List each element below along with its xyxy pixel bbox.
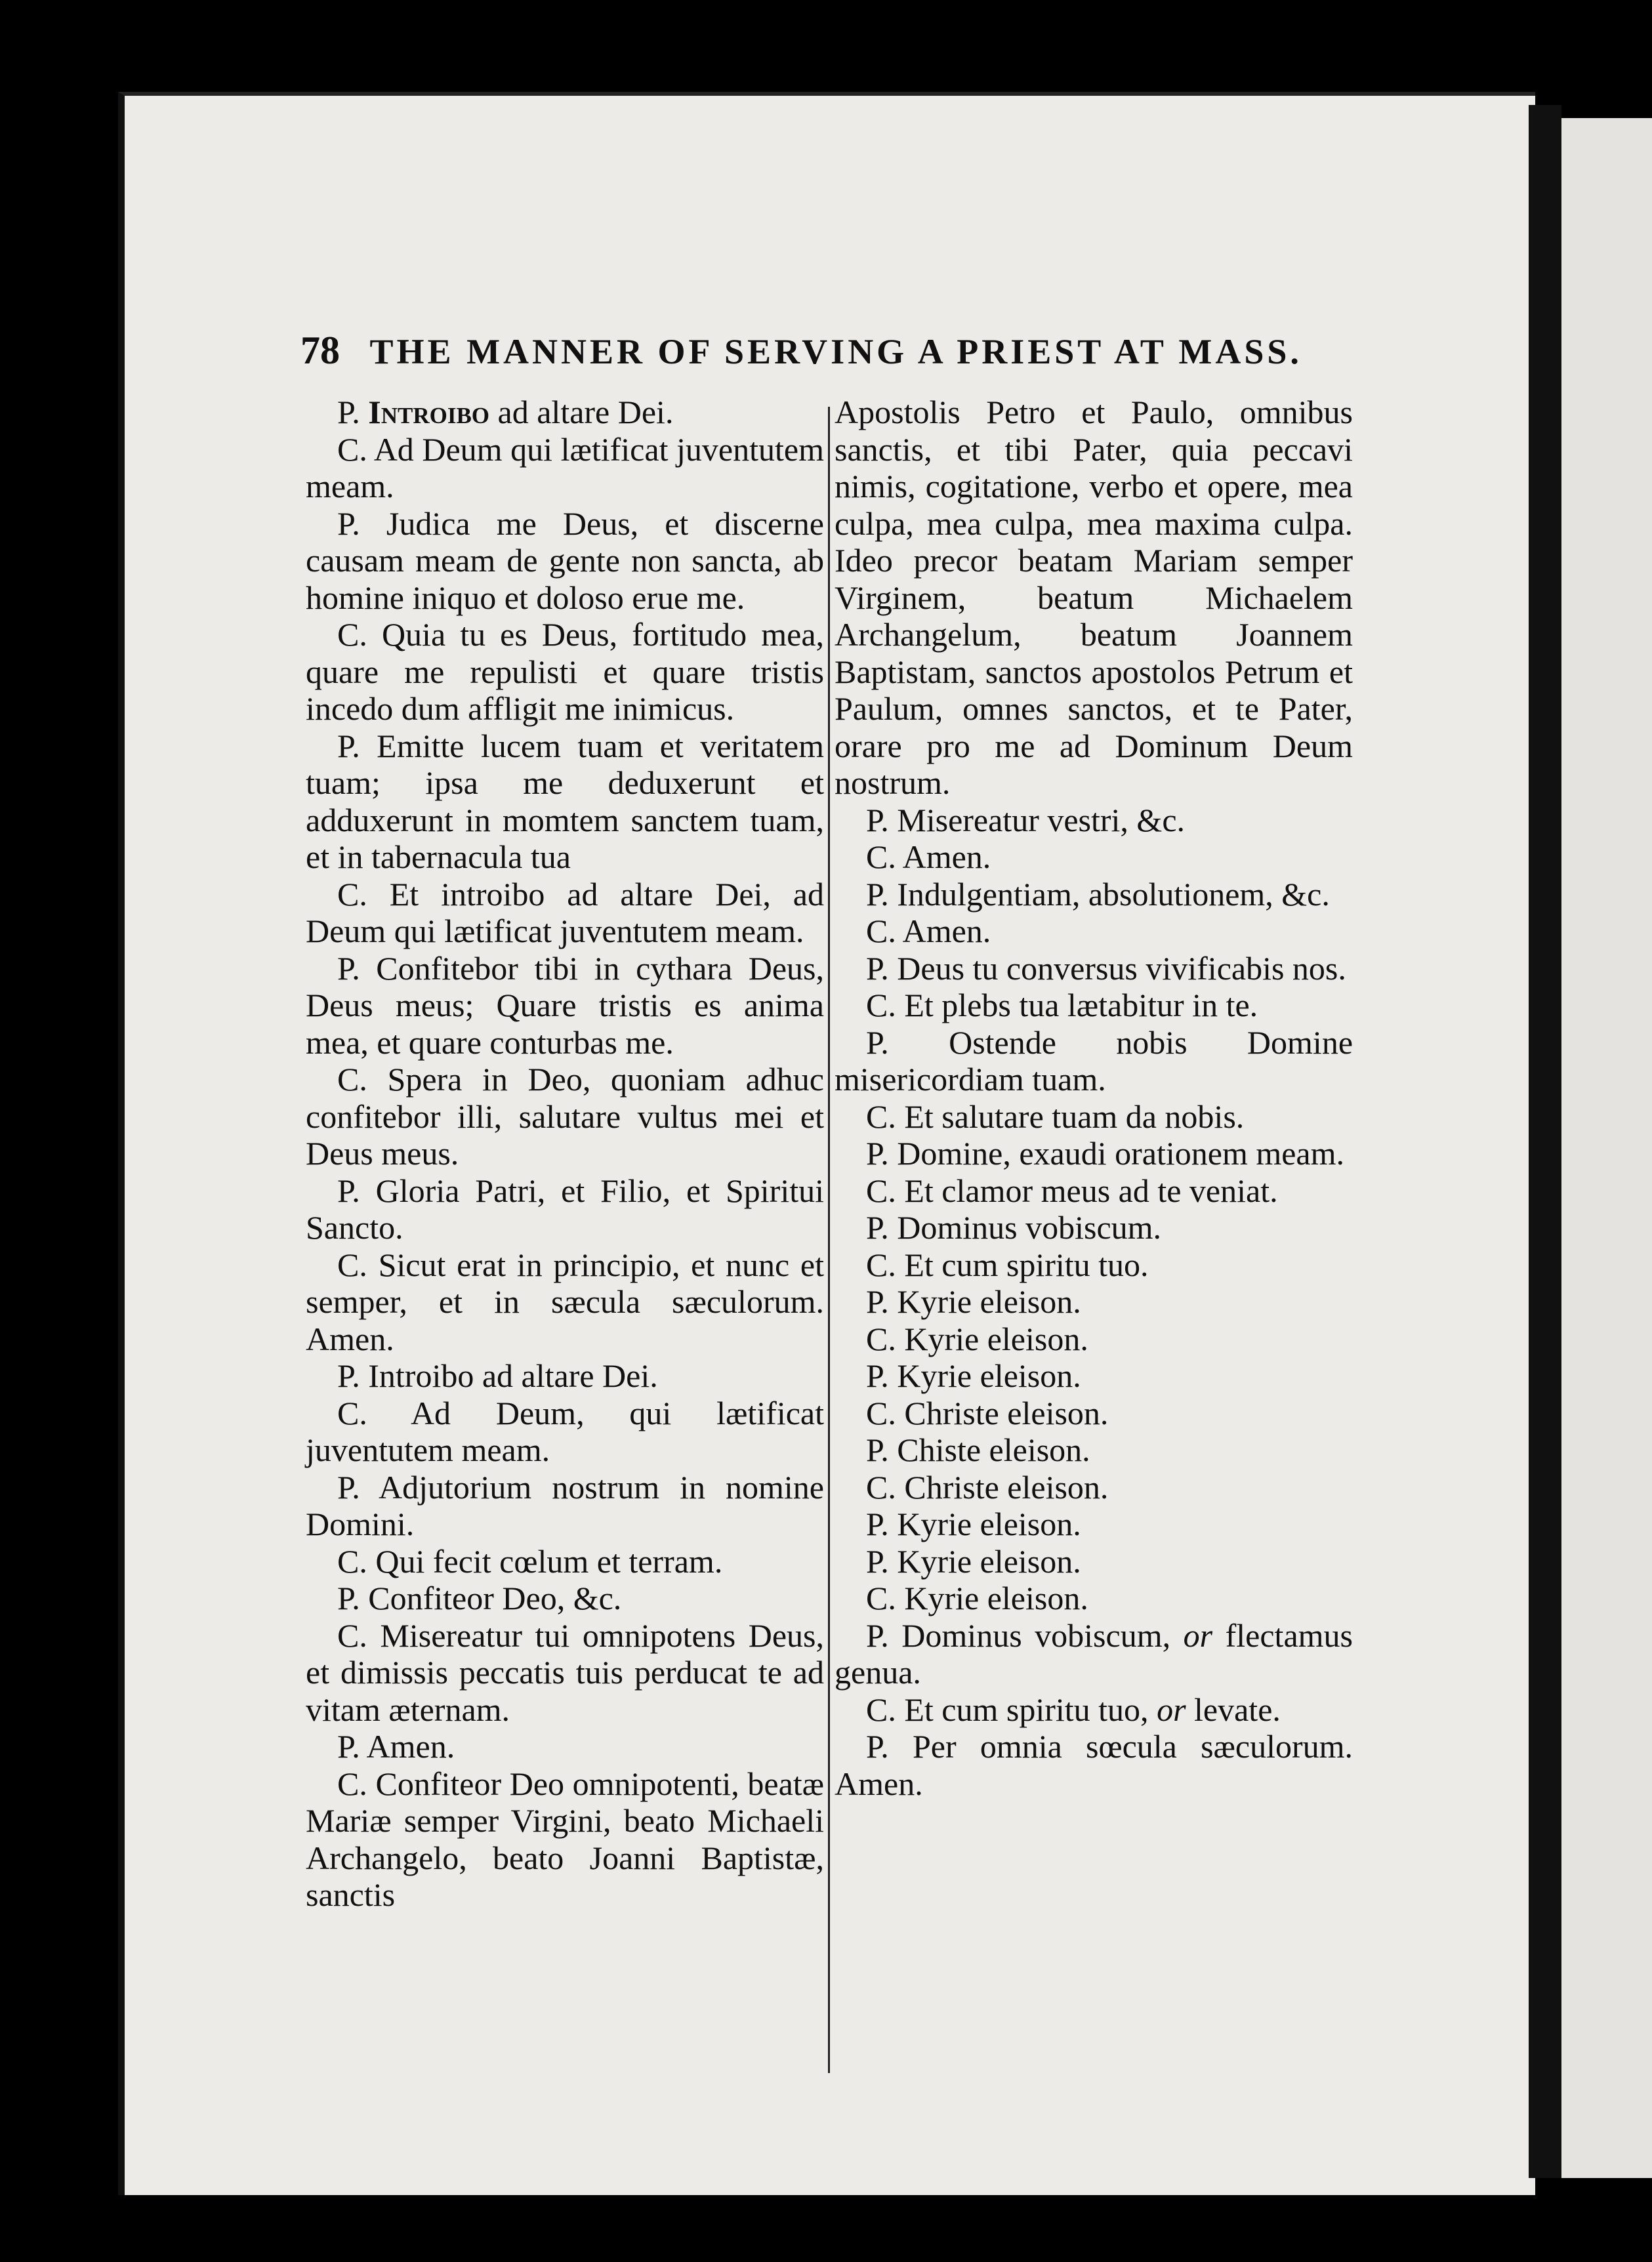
line-text: Kyrie eleison. [897, 1357, 1081, 1394]
line-text: Misereatur vestri, &c. [897, 801, 1186, 838]
speaker-label: C. [337, 616, 367, 653]
speaker-label: P. [337, 1580, 360, 1616]
dialogue-line [835, 1728, 1353, 1802]
line-text: Adjutorium nostrum in nomine Domini. [306, 1468, 824, 1542]
line-text: Et clamor meus ad te veniat. [904, 1172, 1278, 1209]
speaker-label: P. [337, 1357, 360, 1394]
speaker-label: P. [337, 504, 360, 542]
line-text: Kyrie eleison. [897, 1283, 1081, 1320]
line-text: ad altare Dei. [489, 394, 674, 430]
dialogue-line [835, 1506, 1353, 1543]
line-text: Confiteor Deo, &c. [368, 1580, 622, 1616]
dialogue-line [306, 1543, 824, 1580]
line-text: Ad Deum qui lætificat juventutem meam. [306, 430, 824, 504]
speaker-label: P. [337, 1172, 360, 1209]
dialogue-line [835, 1617, 1353, 1691]
speaker-label: C. [866, 1468, 896, 1506]
line-text: Misereatur tui omnipotens Deus, et dimissis peccatis tuis perducat te ad vitam æternam. [306, 1616, 824, 1728]
facing-page-edge [1561, 118, 1652, 2178]
line-text: Ad Deum, qui lætificat juventutem meam. [306, 1394, 824, 1468]
dialogue-line [306, 431, 824, 505]
speaker-label: P. [337, 394, 360, 430]
dialogue-line [835, 1246, 1353, 1284]
line-text: Et salutare tuam da nobis. [904, 1098, 1245, 1135]
line-text: Et cum spiritu tuo, [904, 1691, 1149, 1728]
speaker-label: C. [866, 987, 896, 1023]
line-text: Deus tu conversus vivificabis nos. [897, 949, 1346, 987]
speaker-label: P. [866, 949, 889, 987]
speaker-label: C. [337, 1061, 367, 1098]
line-text: Introibo ad altare Dei. [368, 1357, 658, 1394]
speaker-label: P. [866, 1506, 889, 1542]
dialogue-line [835, 1543, 1353, 1580]
dialogue-line [835, 913, 1353, 950]
line-text: Et introibo ad altare Dei, ad Deum qui lætificat juventutem meam. [306, 875, 824, 949]
continued-prayer: Apostolis Petro et Paulo, omnibus sanctis, et tibi Pater, quia peccavi nimis, cogitatione, verbo et opere, mea culpa, mea culpa, mea maxima culpa. Ideo precor beatam Mariam semper Virginem, beatum Michaelem Archangelum, beatum Joannem Baptistam, sanctos apostolos Petrum et Paulum, omnes sanctos, et te Pater, orare pro me ad Dominum Deum nostrum. [835, 394, 1353, 801]
rubric-continuation: levate. [1186, 1691, 1281, 1728]
speaker-label: P. [866, 1728, 889, 1765]
left-column [306, 394, 824, 1914]
line-text: Judica me Deus, et discerne causam meam de gente non sancta, ab homine iniquo et doloso erue me. [306, 504, 825, 616]
line-text: Sicut erat in principio, et nunc et semper, et in sæcula sæculorum. Amen. [306, 1246, 825, 1357]
speaker-label: C. [337, 1394, 367, 1431]
dialogue-line [835, 1691, 1353, 1729]
dialogue-line [835, 1321, 1353, 1358]
right-column [835, 394, 1353, 1802]
dialogue-line [306, 1246, 824, 1358]
dialogue-line [306, 1580, 824, 1617]
rubric-word: or [1183, 1616, 1213, 1654]
page-number: 78 [300, 329, 340, 372]
line-text: Emitte lucem tuam et veritatem tuam; ipsa me deduxerunt et adduxerunt in momtem sanctem tuam, et in tabernacula tua [306, 727, 825, 875]
line-text: Amen. [902, 838, 991, 875]
page-gutter-shadow [1529, 105, 1561, 2178]
speaker-label: C. [866, 1246, 896, 1283]
dialogue-line [835, 838, 1353, 876]
speaker-label: C. [337, 1616, 367, 1654]
line-text: Confiteor Deo omnipotenti, beatæ Mariæ semper Virgini, beato Michaeli Archangelo, beato Joanni Baptistæ, sanctis [306, 1765, 824, 1913]
incipit-word: Introibo [368, 394, 490, 430]
line-text: Kyrie eleison. [904, 1580, 1088, 1616]
speaker-label: C. [866, 838, 896, 875]
rubric-continuation: flectamus genua. [835, 1616, 1353, 1691]
line-text: Gloria Patri, et Filio, et Spiritui Sancto. [306, 1172, 825, 1246]
speaker-label: P. [866, 1431, 889, 1468]
line-text: Qui fecit cœlum et terram. [375, 1542, 723, 1580]
dialogue-line [835, 1283, 1353, 1321]
dialogue-line [306, 876, 824, 950]
line-text: Indulgentiam, absolutionem, &c. [897, 875, 1330, 913]
dialogue-line [306, 1765, 824, 1914]
dialogue-line [835, 1024, 1353, 1098]
speaker-label: P. [866, 1283, 889, 1320]
speaker-label: P. [337, 949, 360, 987]
speaker-label: P. [337, 1468, 360, 1506]
dialogue-line [306, 728, 824, 876]
line-text: Spera in Deo, quoniam adhuc confitebor illi, salutare vultus mei et Deus meus. [306, 1061, 824, 1172]
line-text: Amen. [902, 913, 991, 949]
dialogue-line [835, 1580, 1353, 1617]
line-text: Kyrie eleison. [897, 1506, 1081, 1542]
speaker-label: C. [337, 1542, 367, 1580]
line-text: Et plebs tua lætabitur in te. [904, 987, 1258, 1023]
running-header [300, 328, 1302, 373]
running-title: THE MANNER OF SERVING A PRIEST AT MASS. [369, 332, 1302, 371]
speaker-label: P. [337, 727, 360, 764]
speaker-label: P. [866, 1357, 889, 1394]
rubric-word: or [1157, 1691, 1186, 1728]
dialogue-line [306, 1395, 824, 1469]
speaker-label: P. [866, 1542, 889, 1580]
dialogue-line [835, 1395, 1353, 1432]
line-text: Christe eleison. [904, 1394, 1109, 1431]
line-text: Quia tu es Deus, fortitudo mea, quare me repulisti et quare tristis incedo dum affligit me inimicus. [306, 616, 825, 727]
dialogue-line [306, 1061, 824, 1172]
dialogue-line [835, 1431, 1353, 1469]
speaker-label: P. [866, 875, 889, 913]
line-text: Per omnia sœcula sæculorum. Amen. [835, 1728, 1353, 1802]
speaker-label: C. [337, 430, 367, 468]
speaker-label: C. [866, 1580, 896, 1616]
dialogue-line [835, 876, 1353, 913]
column-rule [828, 407, 830, 2073]
speaker-label: C. [866, 913, 896, 949]
dialogue-line [306, 616, 824, 728]
dialogue-line [306, 1617, 824, 1729]
speaker-label: P. [866, 1023, 889, 1061]
speaker-label: C. [866, 1172, 896, 1209]
dialogue-line [306, 1172, 824, 1246]
dialogue-line [835, 1469, 1353, 1506]
line-text: Ostende nobis Domine misericordiam tuam. [835, 1023, 1353, 1098]
dialogue-line [306, 1728, 824, 1765]
speaker-label: C. [866, 1320, 896, 1357]
speaker-label: C. [337, 1765, 367, 1802]
line-text: Kyrie eleison. [897, 1542, 1081, 1580]
line-text: Confitebor tibi in cythara Deus, Deus meus; Quare tristis es anima mea, et quare conturbas me. [306, 949, 824, 1061]
line-text: Dominus vobiscum. [897, 1209, 1162, 1246]
speaker-label: P. [337, 1728, 360, 1765]
line-text: Et cum spiritu tuo. [904, 1246, 1149, 1283]
dialogue-line [306, 1469, 824, 1543]
dialogue-line [306, 950, 824, 1061]
dialogue-line [835, 1135, 1353, 1172]
line-text: Dominus vobiscum, [901, 1616, 1171, 1654]
dialogue-line [835, 1357, 1353, 1395]
speaker-label: C. [337, 875, 367, 913]
dialogue-line [835, 1172, 1353, 1210]
dialogue-line [835, 950, 1353, 987]
dialogue-line [835, 802, 1353, 839]
line-text: Kyrie eleison. [904, 1320, 1088, 1357]
speaker-label: P. [866, 1209, 889, 1246]
line-text: Chiste eleison. [897, 1431, 1090, 1468]
speaker-label: P. [866, 1616, 889, 1654]
speaker-label: C. [866, 1691, 896, 1728]
dialogue-line [835, 987, 1353, 1024]
dialogue-line [835, 1209, 1353, 1246]
speaker-label: P. [866, 1135, 889, 1172]
dialogue-line [835, 1098, 1353, 1136]
speaker-label: C. [337, 1246, 367, 1283]
line-text: Domine, exaudi orationem meam. [897, 1135, 1345, 1172]
line-text: Amen. [366, 1728, 455, 1765]
line-text: Christe eleison. [904, 1468, 1109, 1506]
dialogue-line [306, 505, 824, 617]
dialogue-line [306, 1357, 824, 1395]
dialogue-line [306, 394, 824, 431]
speaker-label: C. [866, 1394, 896, 1431]
speaker-label: C. [866, 1098, 896, 1135]
speaker-label: P. [866, 801, 889, 838]
